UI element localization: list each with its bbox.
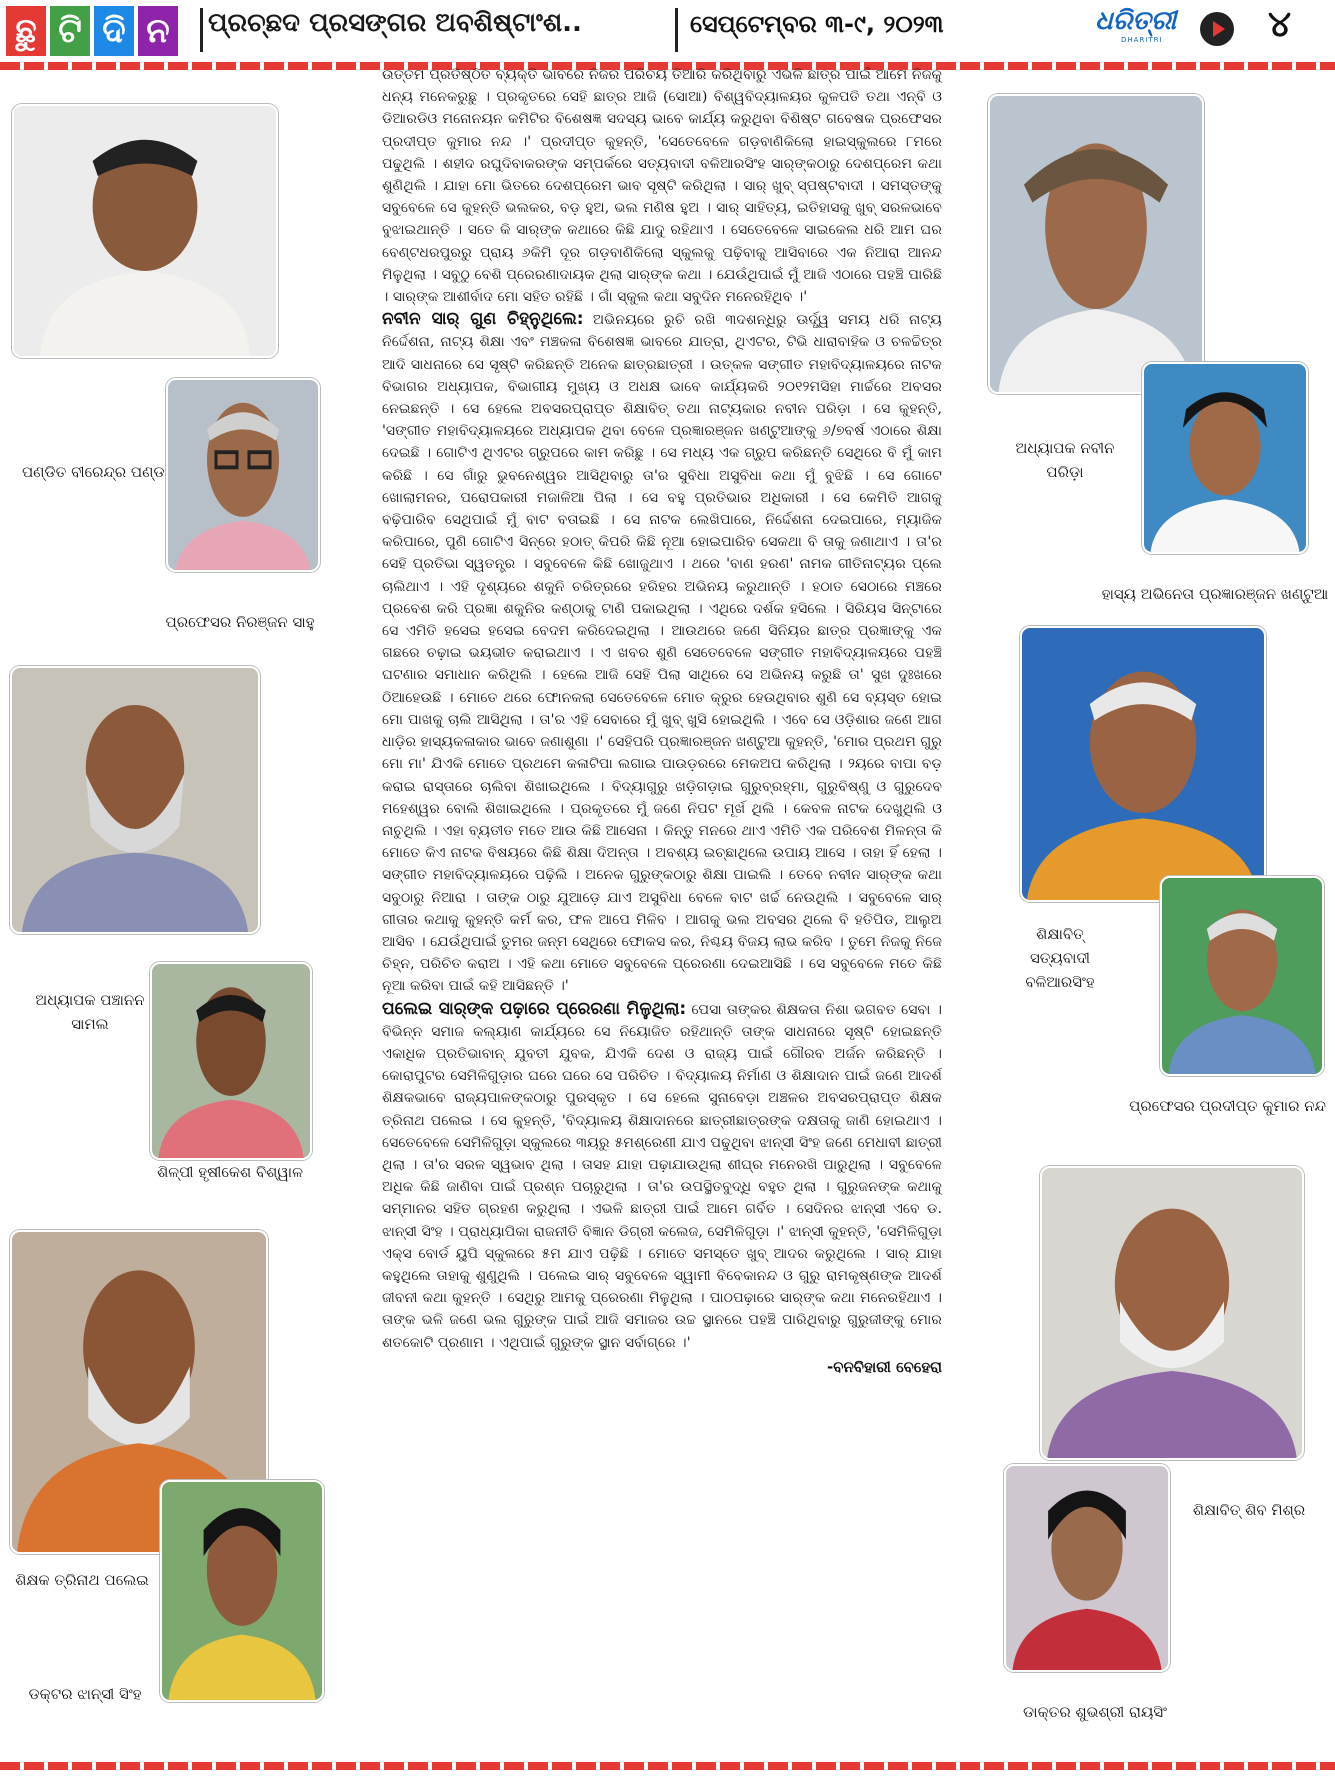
- masthead: [0, 0, 1335, 62]
- brand-logo: [1095, 6, 1190, 46]
- play-icon: [1200, 12, 1234, 46]
- section-title: ପ୍ରଚ୍ଛଦ ପ୍ରସଙ୍ଗର ଅବଶିଷ୍ଟାଂଶ..: [208, 8, 582, 38]
- paragraph-text: ପେସା ତାଙ୍କର ଶିକ୍ଷକତା ନିଶା ଭଗବତ ସେବା । ବିଭିନ୍ନ ସମାଜ କଲ୍ୟାଣ କାର୍ଯ୍ୟରେ ସେ ନିୟୋଜିତ ରହିଥାନ୍ତି ତାଙ୍କ ସାଧନାରେ ସୃଷ୍ଟି ହୋଇଛନ୍ତି ଏକାଧିକ ପ୍ରତିଭାବାନ୍ ଯୁବତୀ ଯୁବକ, ଯିଏକି ଦେଶ ଓ ରାଜ୍ୟ ପାଇଁ ଗୌରବ ଅର୍ଜନ କରିଛନ୍ତି । କୋରାପୁଟର ସେମିଳିଗୁଡ଼ାର ଘରେ ଘରେ ସେ ପରିଚିତ । ବିଦ୍ୟାଳୟ ନିର୍ମାଣ ଓ ଶିକ୍ଷାଦାନ ପାଇଁ ଜଣେ ଆଦର୍ଶ ଶିକ୍ଷକଭାବେ ରାଜ୍ୟପାଳଙ୍କଠାରୁ ପୁରସ୍କୃତ । ସେ ହେଲେ ସୁନାବେଡ଼ା ଅଞ୍ଚଳର ଅବସରପ୍ରାପ୍ତ ଶିକ୍ଷକ ତ୍ରିନାଥ ପଲେଇ । ସେ କୁହନ୍ତି, 'ବିଦ୍ୟାଳୟ ଶିକ୍ଷାଦାନରେ ଛାତ୍ରୀଛାତ୍ରଙ୍କ ଦକ୍ଷତାକୁ ଜାଣି ହୋଇଥାଏ । ସେତେବେଳେ ସେମିଳିଗୁଡ଼ା ସ୍କୁଲରେ ୩ୟରୁ ୫ମଶ୍ରେଣୀ ଯାଏ ପଢୁଥିବା ଝାନ୍ସୀ ସିଂହ ଜଣେ ମେଧାବୀ ଛାତ୍ରୀ ଥିଲା । ତା'ର ସରଳ ସ୍ୱଭାବ ଥିଲା । ତାସହ ଯାହା ପଢ଼ାଯାଉଥିଲା ଶୀଘ୍ର ମନେରଖି ପାରୁଥିଲା । ସବୁବେଳେ ଅଧିକ କିଛି ଜାଣିବା ପାଇଁ ପ୍ରଶ୍ନ ପଚାରୁଥିଲା । ତା'ର ଉପସ୍ଥିତବୁଦ୍ଧି ବହୁତ ଥିଲା । ଗୁରୁଜନଙ୍କ କଥାକୁ ସମ୍ମାନର ସହିତ ଗ୍ରହଣ କରୁଥିଲା । ଏଭଳି ଛାତ୍ରୀ ପାଇଁ ଆମେ ଗର୍ବିତ । ସେଦିନର ଝାନ୍ସୀ ଏବେ ଡ. ଝାନ୍ସୀ ସିଂହ । ପ୍ରାଧ୍ୟାପିକା ରାଜନୀତି ବିଜ୍ଞାନ ଡିଗ୍ରୀ କଲେଜ, ସେମିଳିଗୁଡ଼ା ।' ଝାନ୍ସୀ କୁହନ୍ତି, 'ସେମିଳିଗୁଡ଼ା ଏକ୍ସ ବୋର୍ଡ ୟୁପି ସ୍କୁଲରେ ୫ମ ଯାଏ ପଢ଼ିଛି । ମୋତେ ସମସ୍ତେ ଖୁବ୍ ଆଦର କରୁଥିଲେ । ସାର୍ ଯାହା କହୁଥିଲେ ତାହାକୁ ଶୁଣୁଥିଲି । ପଲେଇ ସାର୍ ସବୁବେଳେ ସ୍ୱାମୀ ବିବେକାନନ୍ଦ ଓ ଗୁରୁ ରାମକୃଷ୍ଣଙ୍କ ଆଦର୍ଶ ଜୀବନୀ କଥା କୁହନ୍ତି । ସେଥିରୁ ଆମକୁ ପ୍ରେରଣା ମିଳୁଥିଲା । ପାଠପଢ଼ାରେ ସାର୍‌ଙ୍କ କଥା ମନେରହିଥାଏ । ତାଙ୍କ ଭଳି ଜଣେ ଭଲ ଗୁରୁଙ୍କ ପାଇଁ ଆଜି ସମାଜର ଉଚ୍ଚ ସ୍ଥାନରେ ପହଞ୍ଚି ପାରିଥିବାରୁ ଗୁରୁଜୀଙ୍କୁ ମୋର ଶତକୋଟି ପ୍ରଣାମ । ଏଥିପାଇଁ ଗୁରୁଙ୍କ ସ୍ଥାନ ସର୍ବାଗ୍ରେ ।': [382, 1001, 942, 1351]
- photo-panchanan-samal: [10, 666, 260, 934]
- issue-date: ସେପ୍ଟେମ୍ବର ୩-୯, ୨୦୨୩: [690, 10, 944, 38]
- photo-niranjan-sahu: [166, 378, 320, 572]
- brand-subtitle: DHARITRI: [1121, 36, 1163, 44]
- caption-birendra-panda: ପଣ୍ଡିତ ବୀରେନ୍ଦ୍ର ପଣ୍ଡା: [21, 463, 169, 481]
- subheading: ପଲେଇ ସାର୍‌ଙ୍କ ପଢ଼ାରେ ପ୍ରେରଣା ମିଳୁଥିଲା:: [382, 998, 687, 1019]
- article-paragraph: ଉତ୍ତମ ପ୍ରତିଷ୍ଠିତ ବ୍ୟକ୍ତି ଭାବରେ ନିଜର ପରିଚୟ ତିଆରି କରିଥିବାରୁ ଏଭଳି ଛାତ୍ର ପାଇଁ ଆମେ ନିଜକୁ ଧନ୍ୟ ମନେକରୁଛୁ । ପ୍ରକୃତରେ ସେହି ଛାତ୍ର ଆଜି (ସୋଆ) ବିଶ୍ୱବିଦ୍ୟାଳୟର କୁଳପତି ତଥା ଏନ୍‌ବି ଓ ଡିଆରଡିଓ ମନୋନୟନ କମିଟିର ବିଶେଷଜ୍ଞ ସଦସ୍ୟ ଭାବେ କାର୍ଯ୍ୟ କରୁଥିବା ବିଶିଷ୍ଟ ଗବେଷକ ପ୍ରଫେସର ପ୍ରଦୀପ୍ତ କୁମାର ନନ୍ଦ ।' ପ୍ରଦୀପ୍ତ କୁହନ୍ତି, 'ସେତେବେଳେ ଗଡ଼ବାଣିକିଲୋ ହାଇସ୍କୁଲରେ ୮ମରେ ପଢୁଥିଲି । ଶହୀଦ ରଘୁଦିବାକରଙ୍କ ସମ୍ପର୍କରେ ସତ୍ୟବାଦୀ ବଳିଆରସିଂହ ସାର୍‌ଙ୍କଠାରୁ ଦେଶପ୍ରେମ କଥା ଶୁଣିଥିଲି । ଯାହା ମୋ ଭିତରେ ଦେଶପ୍ରେମ ଭାବ ସୃଷ୍ଟି କରିଥିଲା । ସାର୍ ଖୁବ୍ ସ୍ପଷ୍ଟବାଦୀ । ସମସ୍ତଙ୍କୁ ସବୁବେଳେ ସେ କୁହନ୍ତି ଭଲକର, ବଡ଼ ହୁଅ, ଭଲ ମଣିଷ ହୁଅ । ସାର୍ ସାହିତ୍ୟ, ଇତିହାସକୁ ଖୁବ୍ ସରଳଭାବେ ବୁଝାଇଥାନ୍ତି । ସତେ କି ସାର୍‌ଙ୍କ କଥାରେ କିଛି ଯାଦୁ ରହିଥାଏ । ସେତେବେଳେ ସାଇକେଲ ଧରି ଆମ ଘର ବେଣ୍ଟଧରପୁରରୁ ପ୍ରାୟ ୬କିମି ଦୂର ଗଡ଼ବାଣିକିଲୋ ସ୍କୁଲକୁ ପଢ଼ିବାକୁ ଆସିବାରେ ଏକ ନିଆରା ଆନନ୍ଦ ମିଳୁଥିଲା । ସବୁଠୁ ବେଶି ପ୍ରେରଣାଦାୟକ ଥିଲା ସାର୍‌ଙ୍କ କଥା । ଯେଉଁଥିପାଇଁ ମୁଁ ଆଜି ଏଠାରେ ପହଞ୍ଚି ପାରିଛି । ସାର୍‌ଙ୍କ ଆଶୀର୍ବାଦ ମୋ ସହିତ ରହିଛି । ଗାଁ ସ୍କୁଲ କଥା ସବୁଦିନ ମନେରହିଥିବ ।': [382, 67, 942, 306]
- photo-satyabadi-baliarsingh: [1020, 626, 1266, 902]
- caption-khansi-singh: ଡକ୍ଟର ଝାନ୍ସୀ ସିଂହ: [28, 1685, 142, 1703]
- bottom-rule: [0, 1762, 1335, 1770]
- logo-tile-2: ଟି: [50, 6, 90, 56]
- caption-niranjan-sahu: ପ୍ରଫେସର ନିରଞ୍ଜନ ସାହୁ: [165, 613, 315, 631]
- article-paragraph: [382, 308, 942, 997]
- logo-tile-4: ନ: [138, 6, 178, 56]
- caption-nabin-parida: ଅଧ୍ୟାପକ ନବୀନ ପରିଡ଼ା: [1015, 439, 1115, 481]
- paragraph-text: ଅଭିନୟରେ ରୁଚି ରଖି ୩ଦଶନ୍ଧିରୁ ଊର୍ଦ୍ଧ୍ୱ ସମୟ ଧରି ନାଟ୍ୟ ନିର୍ଦ୍ଦେଶନା, ନାଟ୍ୟ ଶିକ୍ଷା ଏବଂ ମଞ୍ଚକଳା ବିଶେଷଜ୍ଞ ଭାବରେ ଯାତ୍ରା, ଥିଏଟର, ଟିଭି ଧାରାବାହିକ ଓ ଚଳଚ୍ଚିତ୍ର ଆଦି ସାଧନାରେ ସେ ସୃଷ୍ଟି କରିଛନ୍ତି ଅନେକ ଛାତ୍ରଛାତ୍ରୀ । ଉତ୍କଳ ସଙ୍ଗୀତ ମହାବିଦ୍ୟାଳୟରେ ନାଟକ ବିଭାଗର ଅଧ୍ୟାପକ, ବିଭାଗୀୟ ମୁଖ୍ୟ ଓ ଅଧକ୍ଷ ଭାବେ କାର୍ଯ୍ୟକରି ୨୦୧୨ମସିହା ମାର୍ଚ୍ଚରେ ଅବସର ନେଇଛନ୍ତି । ସେ ହେଲେ ଅବସରପ୍ରାପ୍ତ ଶିକ୍ଷାବିତ୍ ତଥା ନାଟ୍ୟକାର ନବୀନ ପରିଡ଼ା । ସେ କୁହନ୍ତି, 'ସଙ୍ଗୀତ ମହାବିଦ୍ୟାଳୟରେ ଅଧ୍ୟାପକ ଥିବା ବେଳେ ପ୍ରଜ୍ଞାରଞ୍ଜନ ଖଣ୍ଟୁଆଙ୍କୁ ୬/୭ବର୍ଷ ଏଠାରେ ଶିକ୍ଷା ଦେଇଛି । ଗୋଟିଏ ଥିଏଟର ଗ୍ରୁପରେ କାମ କରିଛୁ । ସେ ମଧ୍ୟ ଏକ ଗ୍ରୁପ କରିଛନ୍ତି ସେଥିରେ ବି ମୁଁ କାମ କରିଛି । ସେ ଗାଁରୁ ଭୁବନେଶ୍ୱର ଆସିଥିବାରୁ ତା'ର ସୁବିଧା ଅସୁବିଧା କଥା ମୁଁ ବୁଝିଛି । ସେ ଗୋଟେ ଖୋଲାମନର, ପରୋପକାରୀ ମଜାଳିଆ ପିଲା । ସେ ବହୁ ପ୍ରତିଭାର ଅଧିକାରୀ । ସେ କେମିତି ଆଗକୁ ବଢ଼ିପାରିବ ସେଥିପାଇଁ ମୁଁ ବାଟ ବତାଇଛି । ସେ ନାଟକ ଲେଖିପାରେ, ନିର୍ଦ୍ଦେଶନା ଦେଇପାରେ, ମ୍ୟାଜିକ କରିପାରେ, ପୁଣି ଗୋଟିଏ ସିନ୍‌ରେ ହଠାତ୍ କିପରି କିଛି ନୂଆ ହୋଇପାରିବ ସେକଥା ବି ତାକୁ ଜଣାଥାଏ । ତା'ର ସେହି ପ୍ରତିଭା ସ୍ୱତନ୍ତ୍ର । ସବୁବେଳେ କିଛି ଖୋଜୁଥାଏ । ଥରେ 'ବାଣ ହରଣ' ନାମକ ଗୀତିନାଟ୍ୟର ପ୍ଲେ ଚାଲିଥାଏ । ଏହି ଦୃଶ୍ୟରେ ଶକୁନି ଚରିତ୍ରରେ ହରିହର ଅଭିନୟ କରୁଥାନ୍ତି । ହଠାତ ସେଠାରେ ମଞ୍ଚରେ ପ୍ରବେଶ କରି ପ୍ରଜ୍ଞା ଶକୁନିର କଣ୍ଠାକୁ ଟାଣି ପକାଇଥିଲା । ଏଥିରେ ଦର୍ଶକ ହସିଲେ । ସିରିୟସ ସିନ୍‌ଟାରେ ସେ ଏମିତି ହସେଇ ହସେଇ ବେଦମ କରିଦେଇଥିଲା । ଆଉଥରେ ଜଣେ ସିନିୟର ଛାତ୍ର ପ୍ରଜ୍ଞାଙ୍କୁ ଏକ ଗଛରେ ଚଢ଼ାଇ ଭୟଭୀତ କରାଇଥାଏ । ଏ ଖବର ଶୁଣି ସେତେବେଳେ ସଙ୍ଗୀତ ମହାବିଦ୍ୟାଳୟରେ ପହଞ୍ଚି ଘଟଣାର ସମାଧାନ କରିଥିଲି । ହେଲେ ଆଜି ସେହି ପିଲା ସାଥିରେ ସେ ଅଭିନୟ କରୁଛି ତା' ସୁଖ ଦୁଃଖରେ ଠିଆହେଉଛି । ମୋତେ ଥରେ ଫୋନକଲା ସେତେବେଳେ ମୋତ କ୍ରୁର ହେଉଥିବାର ଶୁଣି ସେ ବ୍ୟସ୍ତ ହୋଇ ମୋ ପାଖକୁ ଚାଲି ଆସିଥିଲା । ତା'ର ଏହି ସେବାରେ ମୁଁ ଖୁବ୍ ଖୁସି ହୋଇଥିଲି । ଏବେ ସେ ଓଡ଼ିଶାର ଜଣେ ଆଗ ଧାଡ଼ିର ହାସ୍ୟକଳାକାର ଭାବେ ଜଣାଶୁଣା ।' ସେହିପରି ପ୍ରଜ୍ଞାରଞ୍ଜନ ଖଣ୍ଟୁଆ କୁହନ୍ତି, 'ମୋର ପ୍ରଥମ ଗୁରୁ ମୋ ମା' ଯିଏକି ମୋତେ ପ୍ରଥମେ କଳାଟିପା ଲଗାଇ ପାଉଡ଼ରରେ ମେକଅପ କରିଥିଲା । ୨ୟରେ ବାପା ବଡ଼ କରାଇ ରାସ୍ତାରେ ଚାଲିବା ଶିଖାଇଥିଲେ । ବିଦ୍ୟାଗୁରୁ ଖଡ଼ିଗଡ଼ାଇ ଗୁରୁବ୍ରହ୍ମା, ଗୁରୁବିଷ୍ଣୁ ଓ ଗୁରୁଦେବ ମହେଶ୍ୱର ବୋଲି ଶିଖାଇଥିଲେ । ପ୍ରକୃତରେ ମୁଁ ଜଣେ ନିପଟ ମୂର୍ଖ ଥିଲି । କେବଳ ନାଟକ ଦେଖୁଥିଲି ଓ ନାଚୁଥିଲି । ଏହା ବ୍ୟତୀତ ମତେ ଆଉ କିଛି ଆସେନା । କିନ୍ତୁ ମନରେ ଥାଏ ଏମିତି ଏକ ପରିବେଶ ମିଳନ୍ତା କି ମୋତେ କିଏ ନାଟକ ବିଷୟରେ କିଛି ଶିକ୍ଷା ଦିଅନ୍ତା । ଅବଶ୍ୟ ଇଚ୍ଛାଥିଲେ ଉପାୟ ଆସେ । ତାହା ହିଁ ହେଲା । ସଙ୍ଗୀତ ମହାବିଦ୍ୟାଳୟରେ ପଢ଼ିଲି । ଅନେକ ଗୁରୁଙ୍କଠାରୁ ଶିକ୍ଷା ପାଇଲି । ତେବେ ନବୀନ ସାର୍‌ଙ୍କ କଥା ସବୁଠାରୁ ନିଆରା । ତାଙ୍କ ଠାରୁ ଯୁଆଡ଼େ ଯାଏ ଅସୁବିଧା ବେଳେ ବାଟ ଖର୍ଚ୍ଚ ନେଉଥିଲି । ସବୁବେଳେ ସାର୍ ଗୀତାର କଥାକୁ କୁହନ୍ତି କର୍ମ କର, ଫଳ ଆପେ ମିଳିବ । ଆଗକୁ ଭଲ ଅବସର ଥିଲେ ବି ହତିପିଡ, ଆଲୁଅ ଆସିବ । ଯେଉଁଥିପାଇଁ ତୁମର ଜନ୍ମ ସେଥିରେ ଫୋକସ କର, ନିଶ୍ଚୟ ବିଜୟ ଲାଭ କରିବ । ତୁମେ ନିଜକୁ ନିଜେ ଚିହ୍ନ, ପରିଚିତ କରାଅ । ଏହି କଥା ମୋତେ ସବୁବେଳେ ପ୍ରେରଣା ଦେଇଆସିଛି । ସେ ସବୁବେଳେ ମତେ କିଛି ନୂଆ କରିବା ପାଇଁ କହି ଆସିଛନ୍ତି ।': [382, 312, 942, 995]
- caption-prajnaranjan-khuntia: ହାସ୍ୟ ଅଭିନେତା ପ୍ରଜ୍ଞାରଞ୍ଜନ ଖଣ୍ଟୁଆ: [1101, 585, 1329, 603]
- photo-hrushikesh-biswal: [150, 962, 312, 1160]
- caption-satyabadi-baliarsingh: ଶିକ୍ଷାବିତ୍ ସତ୍ୟବାଦୀ ବଳିଆରସିଂହ: [1025, 925, 1095, 991]
- photo-birendra-panda: [12, 104, 278, 358]
- logo-tile-1: ଛୁ: [6, 6, 46, 56]
- photo-shiba-mishra: [1040, 1166, 1304, 1460]
- byline: -ବନବିହାରୀ ବେହେରା: [827, 1357, 942, 1376]
- page-number: ୪: [1268, 4, 1292, 45]
- section-logo: [6, 6, 178, 56]
- caption-trinath-palei: ଶିକ୍ଷକ ତ୍ରିନାଥ ପଲେଇ: [15, 1571, 149, 1589]
- caption-pradipta-nanda: ପ୍ରଫେସର ପ୍ରଦୀପ୍ତ କୁମାର ନନ୍ଦ: [1129, 1097, 1326, 1115]
- caption-hrushikesh-biswal: ଶିଳ୍ପୀ ହୃଷୀକେଶ ବିଶ୍ୱାଳ: [157, 1163, 303, 1181]
- photo-pradipta-nanda: [1160, 876, 1324, 1076]
- photo-shubhashree-raysingh: [1004, 1464, 1170, 1672]
- article-body: [382, 64, 942, 1749]
- logo-tile-3: ଦି: [94, 6, 134, 56]
- header-divider: [675, 8, 678, 52]
- article-paragraph: [382, 998, 942, 1354]
- photo-khansi-singh: [160, 1480, 324, 1702]
- brand-name: ଧରିତ୍ରୀ: [1095, 6, 1177, 36]
- subheading: ନବୀନ ସାର୍ ଗୁଣ ଚିହ୍ନୁଥିଲେ:: [382, 309, 584, 330]
- caption-panchanan-samal: ଅଧ୍ୟାପକ ପଞ୍ଚାନନ ସାମଲ: [35, 991, 145, 1033]
- caption-shubhashree-raysingh: ଡାକ୍ତର ଶୁଭଶ୍ରୀ ରାୟସିଂ: [1023, 1703, 1167, 1721]
- header-divider: [200, 8, 203, 52]
- caption-shiba-mishra: ଶିକ୍ଷାବିତ୍ ଶିବ ମିଶ୍ର: [1192, 1501, 1306, 1519]
- photo-nabin-parida: [988, 94, 1204, 394]
- photo-prajnaranjan-khuntia: [1142, 362, 1308, 554]
